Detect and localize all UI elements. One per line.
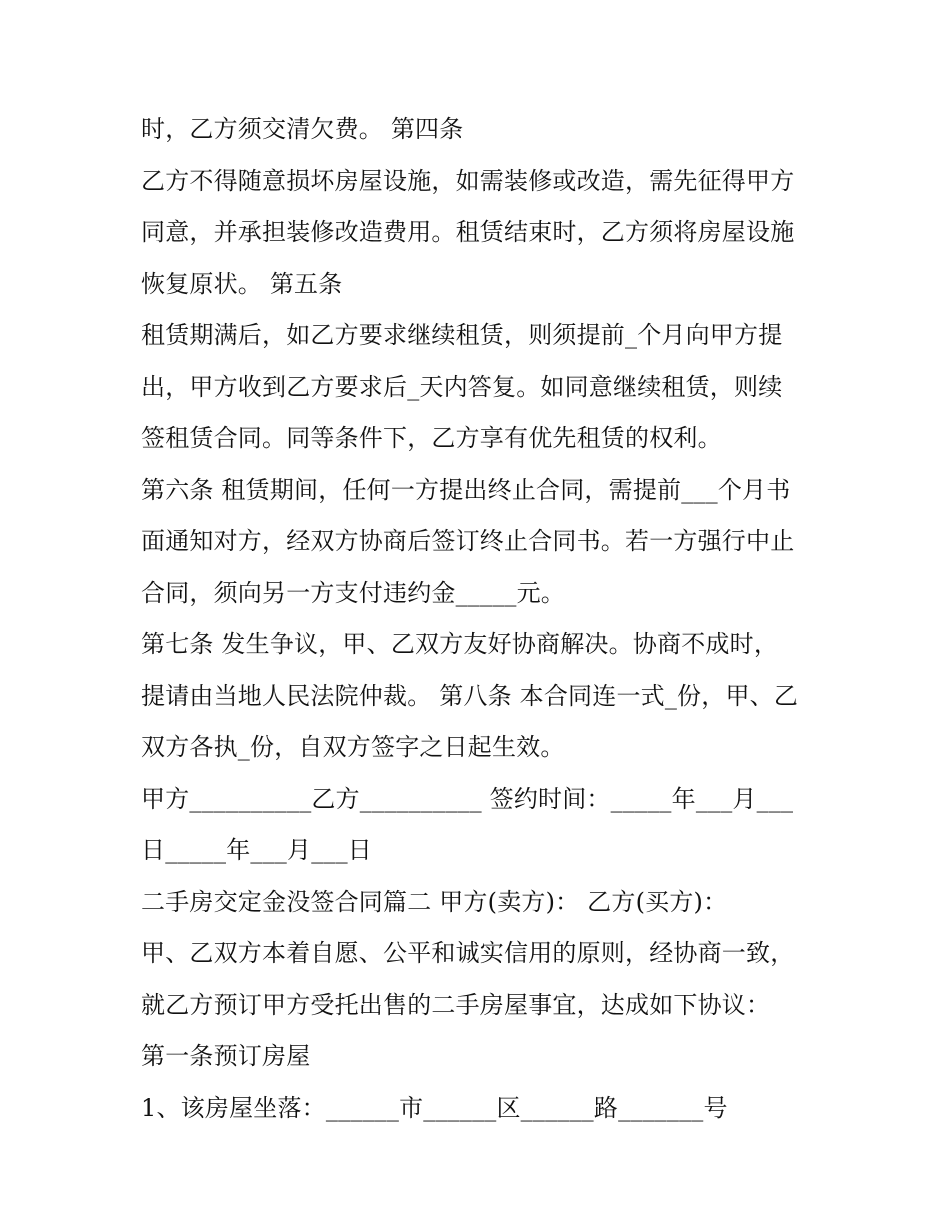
text-line: 时，乙方须交清欠费。 第四条 — [141, 115, 464, 143]
text-line: 签租赁合同。同等条件下，乙方享有优先租赁的权利。 — [141, 424, 722, 452]
text-line: 日_____年___月___日 — [141, 836, 372, 864]
text-line: 租赁期满后，如乙方要求继续租赁，则须提前_个月向甲方提 — [141, 321, 783, 349]
text-line: 双方各执_份，自双方签字之日起生效。 — [141, 733, 565, 761]
text-line: 二手房交定金没签合同篇二 甲方(卖方)： 乙方(买方)： — [141, 887, 728, 916]
document-body — [141, 104, 831, 1134]
text-line: 就乙方预订甲方受托出售的二手房屋事宜，达成如下协议： — [141, 990, 771, 1019]
text-line: 甲方__________乙方__________ 签约时间：_____年___月___ — [141, 784, 794, 813]
text-line: 合同，须向另一方支付违约金_____元。 — [141, 578, 565, 607]
text-line: 甲、乙双方本着自愿、公平和诚实信用的原则，经协商一致， — [141, 939, 795, 967]
text-line: 第七条 发生争议，甲、乙双方友好协商解决。协商不成时， — [141, 630, 779, 658]
text-line: 1、该房屋坐落：______市______区______路_______号 — [141, 1093, 728, 1122]
text-line: 恢复原状。 第五条 — [141, 269, 343, 298]
text-line: 提请由当地人民法院仲裁。 第八条 本合同连一式_份，甲、乙 — [141, 681, 799, 710]
text-line: 乙方不得随意损坏房屋设施，如需装修或改造，需先征得甲方 — [141, 166, 795, 195]
text-line: 同意，并承担装修改造费用。租赁结束时，乙方须将房屋设施 — [141, 218, 795, 246]
text-line: 出，甲方收到乙方要求后_天内答复。如同意继续租赁，则续 — [141, 372, 783, 401]
text-line: 第一条预订房屋 — [141, 1042, 311, 1070]
text-line: 第六条 租赁期间，任何一方提出终止合同，需提前___个月书 — [141, 475, 791, 504]
text-line: 面通知对方，经双方协商后签订终止合同书。若一方强行中止 — [141, 527, 795, 555]
